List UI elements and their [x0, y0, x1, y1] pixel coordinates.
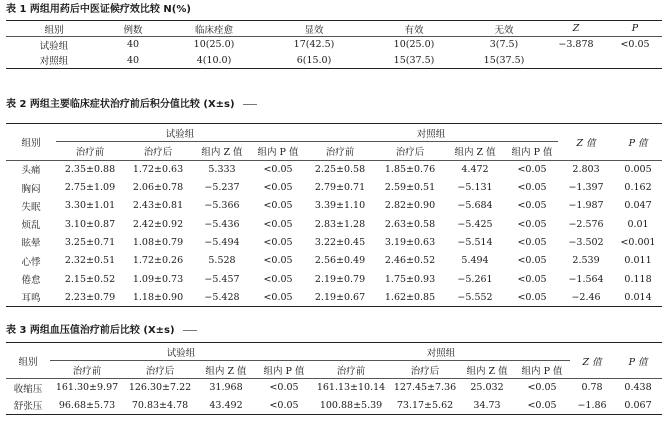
table-cell: −3.878 — [558, 39, 594, 51]
table-cell: <0.05 — [263, 273, 293, 285]
row-label: 眩晕 — [21, 238, 41, 250]
row-label: 头痛 — [21, 165, 41, 177]
table-cell: 5.333 — [208, 163, 236, 175]
table-cell: 0.014 — [614, 288, 662, 306]
table-cell: 126.30±7.22 — [128, 382, 192, 394]
table-cell: −5.366 — [204, 200, 240, 212]
table-cell: 2.19±0.79 — [314, 273, 366, 285]
table-row — [6, 197, 662, 215]
table-cell: −1.564 — [568, 273, 604, 285]
table-cell: 70.83±4.78 — [124, 397, 196, 415]
table-cell: 2.82±0.90 — [384, 200, 436, 212]
table-cell: <0.001 — [620, 236, 656, 248]
table-cell: 10(25.0) — [193, 39, 235, 51]
table-cell: <0.05 — [517, 236, 547, 248]
table-row — [6, 252, 662, 270]
table-cell: 2.25±0.58 — [314, 163, 366, 175]
table-cell: 2.803 — [572, 163, 600, 175]
table-cell: 73.17±5.62 — [390, 397, 460, 415]
table-cell: 0.011 — [624, 255, 652, 267]
table-cell: <0.05 — [506, 288, 558, 306]
table-cell: 3(7.5) — [489, 39, 519, 51]
table-cell: 2.35±0.88 — [64, 163, 116, 175]
table2 — [6, 123, 662, 307]
table-cell: 3.30±1.01 — [64, 200, 116, 212]
table-cell: 17(42.5) — [293, 39, 335, 51]
table2-caption-text: 表 2 两组主要临床症状治疗前后积分值比较 (X±s) — [6, 99, 235, 110]
table-row — [6, 379, 662, 397]
table1-header-cell: 无效 — [464, 21, 544, 37]
table-cell: 34.73 — [460, 397, 514, 415]
table-cell: −5.428 — [192, 288, 252, 306]
table1-header-cell: Z — [544, 21, 608, 37]
table-cell: 2.75±1.09 — [64, 182, 116, 194]
table-cell: 3.39±1.10 — [314, 200, 366, 212]
table-cell: −5.552 — [444, 288, 506, 306]
table-cell: 161.30±9.97 — [55, 382, 119, 394]
table-cell: <0.05 — [263, 236, 293, 248]
table2-z-col: Z 值 — [558, 124, 614, 161]
table-cell: 2.19±0.67 — [304, 288, 376, 306]
table3-p-col: P 值 — [614, 343, 662, 379]
table2-group-a: 试验组 — [56, 124, 304, 142]
table-cell: 2.15±0.52 — [64, 273, 116, 285]
row-label: 舒张压 — [6, 397, 50, 415]
row-label: 耳鸣 — [6, 288, 56, 306]
table-cell: −5.436 — [204, 218, 240, 230]
table-cell: 96.68±5.73 — [50, 397, 124, 415]
table-cell: 2.56±0.49 — [314, 255, 366, 267]
table-cell: 2.63±0.58 — [384, 218, 436, 230]
table-cell: −5.514 — [457, 236, 493, 248]
table-cell: <0.05 — [263, 163, 293, 175]
table-cell: 5.528 — [208, 255, 236, 267]
table2-sub-header: 治疗后 — [376, 142, 444, 160]
table-cell: 15(37.5) — [464, 53, 544, 69]
table-cell: 25.032 — [470, 382, 504, 394]
table-cell: 43.492 — [196, 397, 256, 415]
table3-sub-header: 治疗前 — [312, 361, 390, 379]
table-row — [6, 37, 662, 53]
table-cell: 1.75±0.93 — [384, 273, 436, 285]
table3-sub-header: 治疗前 — [50, 361, 124, 379]
table-cell: 3.19±0.63 — [384, 236, 436, 248]
table3-group-header-row — [6, 343, 662, 361]
table-cell: 0.005 — [624, 163, 652, 175]
table-cell: <0.05 — [620, 39, 650, 51]
table2-sub-header: 组内 Z 值 — [192, 142, 252, 160]
table-cell: <0.05 — [263, 182, 293, 194]
table-cell: −1.987 — [568, 200, 604, 212]
table3-sub-header: 组内 Z 值 — [196, 361, 256, 379]
row-label: 胸闷 — [21, 183, 41, 195]
table-cell: <0.05 — [527, 382, 557, 394]
table-cell: −3.502 — [568, 236, 604, 248]
table3-group-b: 对照组 — [312, 343, 570, 361]
table1-header-cell: 临床痊愈 — [164, 21, 264, 37]
table-cell: −5.237 — [204, 182, 240, 194]
table3-body — [6, 379, 662, 415]
table-cell — [608, 53, 662, 69]
table-cell: −1.397 — [568, 182, 604, 194]
table-cell: 1.72±0.63 — [132, 163, 184, 175]
table-cell: −5.261 — [457, 273, 493, 285]
table-cell: 3.22±0.45 — [314, 236, 366, 248]
table-cell: 1.85±0.76 — [384, 163, 436, 175]
table-row — [6, 53, 662, 69]
table2-p-col: P 值 — [614, 124, 662, 161]
table2-sub-header: 组内 P 值 — [252, 142, 304, 160]
row-label: 倦怠 — [21, 275, 41, 287]
table2-sub-header: 组内 P 值 — [506, 142, 558, 160]
table-cell: 0.047 — [624, 200, 652, 212]
table-cell: 2.23±0.79 — [56, 288, 124, 306]
table-cell: −2.46 — [558, 288, 614, 306]
table2-sub-header: 治疗前 — [304, 142, 376, 160]
table-cell: −2.576 — [568, 218, 604, 230]
table-cell: 0.162 — [624, 182, 652, 194]
table-cell: <0.05 — [263, 200, 293, 212]
table3-sub-header: 组内 P 值 — [256, 361, 312, 379]
table-cell: <0.05 — [517, 182, 547, 194]
table-cell: 127.45±7.36 — [393, 382, 457, 394]
table-cell: <0.05 — [517, 200, 547, 212]
table3-caption-text: 表 3 两组血压值治疗前后比较 (X±s) — [6, 325, 175, 336]
table-cell: <0.05 — [269, 382, 299, 394]
caption-divider — [183, 330, 197, 331]
table-cell: −5.684 — [457, 200, 493, 212]
table-cell: 2.59±0.51 — [384, 182, 436, 194]
table3-group-a: 试验组 — [50, 343, 312, 361]
table1-header-row — [6, 21, 662, 37]
table-cell: 1.72±0.26 — [132, 255, 184, 267]
table-row — [6, 270, 662, 288]
table-cell — [544, 53, 608, 69]
table3-group-col: 组别 — [6, 343, 50, 379]
table-cell: 试验组 — [39, 40, 69, 52]
table-cell: 3.25±0.71 — [64, 236, 116, 248]
table-cell: 0.438 — [624, 382, 652, 394]
table1 — [6, 20, 662, 69]
table-cell: −5.457 — [204, 273, 240, 285]
table-cell: 5.494 — [461, 255, 489, 267]
table2-sub-header: 组内 Z 值 — [444, 142, 506, 160]
table-cell: 对照组 — [6, 53, 102, 69]
table-cell: 4.472 — [461, 163, 489, 175]
table-cell: <0.05 — [514, 397, 570, 415]
table-cell: 6(15.0) — [264, 53, 364, 69]
table-cell: <0.05 — [263, 255, 293, 267]
table-cell: <0.05 — [517, 163, 547, 175]
table-row — [6, 178, 662, 196]
table-cell: 100.88±5.39 — [312, 397, 390, 415]
table2-sub-header: 治疗后 — [124, 142, 192, 160]
row-label: 收缩压 — [13, 383, 43, 395]
table-cell: 2.32±0.51 — [64, 255, 116, 267]
table-cell: 0.01 — [627, 218, 649, 230]
table-cell: <0.05 — [517, 218, 547, 230]
table2-body — [6, 160, 662, 306]
table-row — [6, 160, 662, 178]
table1-header-cell: 例数 — [102, 21, 164, 37]
table-row — [6, 288, 662, 306]
table1-caption-text: 表 1 两组用药后中医证候疗效比较 N(%) — [6, 4, 191, 15]
table-row — [6, 397, 662, 415]
table-cell: 1.18±0.90 — [124, 288, 192, 306]
table-cell: 2.539 — [572, 255, 600, 267]
table-cell: 15(37.5) — [364, 53, 464, 69]
table3-sub-header: 治疗后 — [390, 361, 460, 379]
table3-z-col: Z 值 — [570, 343, 614, 379]
table-cell: 161.13±10.14 — [316, 382, 386, 394]
table3-sub-header: 组内 Z 值 — [460, 361, 514, 379]
row-label: 失眠 — [21, 201, 41, 213]
table-cell: 2.79±0.71 — [314, 182, 366, 194]
table-cell: 0.067 — [614, 397, 662, 415]
caption-divider — [243, 104, 257, 105]
table-cell: <0.05 — [517, 273, 547, 285]
table-cell: 1.08±0.79 — [132, 236, 184, 248]
table-cell: −1.86 — [570, 397, 614, 415]
table3 — [6, 342, 662, 415]
table1-header-cell: 显效 — [264, 21, 364, 37]
table2-group-header-row — [6, 124, 662, 142]
table-row — [6, 233, 662, 251]
table1-header-cell: P — [608, 21, 662, 37]
table-cell: <0.05 — [517, 255, 547, 267]
table-cell: 0.78 — [581, 382, 603, 394]
table-cell: 1.09±0.73 — [132, 273, 184, 285]
table-cell: <0.05 — [256, 397, 312, 415]
table1-header-cell: 有效 — [364, 21, 464, 37]
table-cell: 0.118 — [624, 273, 652, 285]
table1-caption — [6, 4, 191, 16]
table2-group-b: 对照组 — [304, 124, 558, 142]
table-cell: 40 — [126, 39, 140, 51]
table2-group-col: 组别 — [6, 124, 56, 161]
row-label: 心悸 — [21, 256, 41, 268]
table1-header-cell: 组别 — [6, 21, 102, 37]
table-cell: 2.46±0.52 — [384, 255, 436, 267]
table-cell: 10(25.0) — [393, 39, 435, 51]
table-cell: −5.131 — [457, 182, 493, 194]
table2-caption — [6, 99, 257, 111]
table2-sub-header: 治疗前 — [56, 142, 124, 160]
table-row — [6, 215, 662, 233]
table-cell: 31.968 — [209, 382, 243, 394]
table3-caption — [6, 325, 197, 337]
table-cell: 2.83±1.28 — [314, 218, 366, 230]
table3-sub-header-row — [6, 361, 662, 379]
table-cell: 4(10.0) — [164, 53, 264, 69]
table-cell: 1.62±0.85 — [376, 288, 444, 306]
row-label: 烦乱 — [21, 220, 41, 232]
table-cell: <0.05 — [252, 288, 304, 306]
table-cell: 2.43±0.81 — [132, 200, 184, 212]
table-cell: 2.42±0.92 — [132, 218, 184, 230]
table-cell: 40 — [102, 53, 164, 69]
table3-sub-header: 组内 P 值 — [514, 361, 570, 379]
table-cell: 3.10±0.87 — [64, 218, 116, 230]
table-cell: <0.05 — [263, 218, 293, 230]
table-cell: 2.06±0.78 — [132, 182, 184, 194]
table-cell: −5.425 — [457, 218, 493, 230]
table-cell: −5.494 — [204, 236, 240, 248]
table3-sub-header: 治疗后 — [124, 361, 196, 379]
